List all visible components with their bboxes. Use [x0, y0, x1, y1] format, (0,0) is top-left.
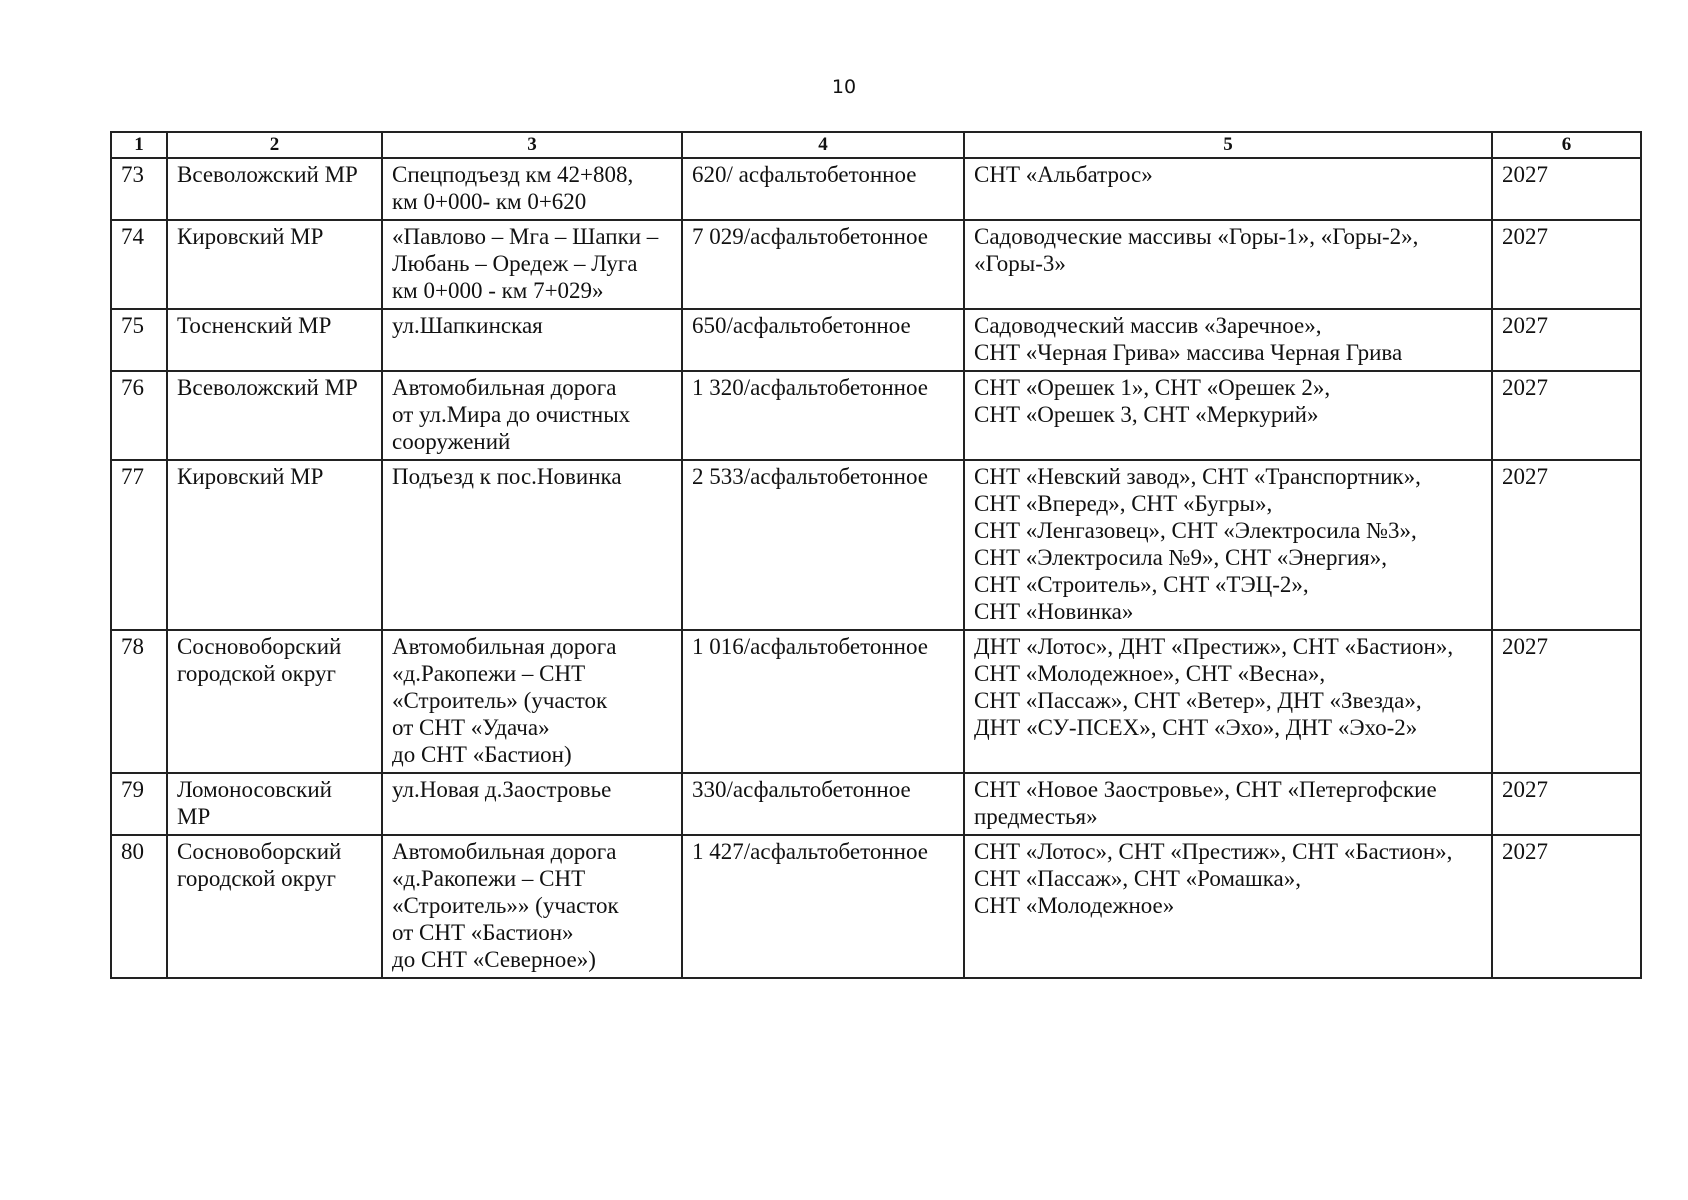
objects-cell-line: СНТ «Черная Грива» массива Черная Грива — [974, 340, 1403, 365]
road-cell — [382, 309, 682, 371]
table-row — [111, 460, 1641, 630]
road-cell-line: Автомобильная дорога — [392, 375, 617, 400]
district-cell — [167, 630, 382, 773]
road-cell — [382, 371, 682, 460]
objects-cell-line: СНТ «Вперед», СНТ «Бугры», — [974, 491, 1273, 516]
table-body — [111, 158, 1641, 978]
row-number-cell: 74 — [111, 220, 167, 309]
road-cell-line: Автомобильная дорога — [392, 634, 617, 659]
table-row — [111, 371, 1641, 460]
objects-cell-line: Садоводческий массив «Заречное», — [974, 313, 1322, 338]
road-cell-line: «д.Ракопежи – СНТ — [392, 866, 586, 891]
district-cell-line: Кировский МР — [177, 224, 324, 249]
table-row — [111, 773, 1641, 835]
road-table — [110, 131, 1642, 979]
year-cell: 2027 — [1492, 835, 1641, 978]
length-surface-cell: 7 029/асфальтобетонное — [682, 220, 964, 309]
objects-cell-line: СНТ «Молодежное» — [974, 893, 1175, 918]
objects-cell-line: «Горы-3» — [974, 251, 1066, 276]
district-cell-line: Сосновоборский — [177, 839, 342, 864]
district-cell — [167, 371, 382, 460]
column-header: 2 — [167, 132, 382, 158]
column-header: 4 — [682, 132, 964, 158]
length-surface-cell: 1 427/асфальтобетонное — [682, 835, 964, 978]
table-row — [111, 835, 1641, 978]
row-number-cell: 73 — [111, 158, 167, 220]
objects-cell-line: СНТ «Пассаж», СНТ «Ромашка», — [974, 866, 1301, 891]
length-surface-cell: 620/ асфальтобетонное — [682, 158, 964, 220]
row-number-cell: 78 — [111, 630, 167, 773]
road-cell-line: км 0+000- км 0+620 — [392, 189, 587, 214]
road-cell-line: Автомобильная дорога — [392, 839, 617, 864]
district-cell — [167, 835, 382, 978]
district-cell-line: Тосненский МР — [177, 313, 332, 338]
road-cell-line: «Строитель»» (участок — [392, 893, 619, 918]
row-number-cell: 76 — [111, 371, 167, 460]
year-cell: 2027 — [1492, 630, 1641, 773]
road-cell-line: сооружений — [392, 429, 511, 454]
district-cell-line: Ломоносовский — [177, 777, 332, 802]
year-cell: 2027 — [1492, 309, 1641, 371]
length-surface-cell: 2 533/асфальтобетонное — [682, 460, 964, 630]
objects-cell-line: СНТ «Орешек 1», СНТ «Орешек 2», — [974, 375, 1331, 400]
objects-cell-line: СНТ «Лотос», СНТ «Престиж», СНТ «Бастион», — [974, 839, 1453, 864]
objects-cell-line: предместья» — [974, 804, 1098, 829]
objects-cell-line: СНТ «Молодежное», СНТ «Весна», — [974, 661, 1326, 686]
district-cell-line: городской округ — [177, 866, 336, 891]
year-cell: 2027 — [1492, 158, 1641, 220]
road-cell-line: от ул.Мира до очистных — [392, 402, 631, 427]
row-number-cell: 75 — [111, 309, 167, 371]
district-cell-line: МР — [177, 804, 211, 829]
year-cell: 2027 — [1492, 371, 1641, 460]
district-cell — [167, 158, 382, 220]
objects-cell — [964, 158, 1492, 220]
road-cell-line: до СНТ «Бастион) — [392, 742, 572, 767]
year-cell: 2027 — [1492, 460, 1641, 630]
road-cell-line: до СНТ «Северное») — [392, 947, 596, 972]
header-row — [111, 132, 1641, 158]
road-cell-line: ул.Новая д.Заостровье — [392, 777, 612, 802]
row-number-cell: 77 — [111, 460, 167, 630]
objects-cell-line: ДНТ «СУ-ПСЕХ», СНТ «Эхо», ДНТ «Эхо-2» — [974, 715, 1418, 740]
objects-cell-line: СНТ «Новое Заостровье», СНТ «Петергофские — [974, 777, 1437, 802]
road-cell — [382, 158, 682, 220]
column-header: 3 — [382, 132, 682, 158]
objects-cell-line: СНТ «Новинка» — [974, 599, 1134, 624]
road-cell-line: от СНТ «Бастион» — [392, 920, 574, 945]
objects-cell-line: СНТ «Ленгазовец», СНТ «Электросила №3», — [974, 518, 1417, 543]
road-cell-line: «Строитель» (участок — [392, 688, 608, 713]
objects-cell-line: ДНТ «Лотос», ДНТ «Престиж», СНТ «Бастион», — [974, 634, 1454, 659]
length-surface-cell: 330/асфальтобетонное — [682, 773, 964, 835]
district-cell-line: Сосновоборский — [177, 634, 342, 659]
objects-cell — [964, 220, 1492, 309]
objects-cell-line: СНТ «Невский завод», СНТ «Транспортник», — [974, 464, 1421, 489]
length-surface-cell: 650/асфальтобетонное — [682, 309, 964, 371]
objects-cell — [964, 630, 1492, 773]
row-number-cell: 79 — [111, 773, 167, 835]
district-cell-line: Всеволожский МР — [177, 375, 358, 400]
road-cell-line: от СНТ «Удача» — [392, 715, 550, 740]
row-number-cell: 80 — [111, 835, 167, 978]
road-cell-line: Подъезд к пос.Новинка — [392, 464, 622, 489]
road-cell-line: Любань – Оредеж – Луга — [392, 251, 638, 276]
table-row — [111, 158, 1641, 220]
length-surface-cell: 1 016/асфальтобетонное — [682, 630, 964, 773]
road-cell — [382, 773, 682, 835]
objects-cell-line: СНТ «Орешек 3, СНТ «Меркурий» — [974, 402, 1319, 427]
column-header: 1 — [111, 132, 167, 158]
table-row — [111, 630, 1641, 773]
district-cell-line: Кировский МР — [177, 464, 324, 489]
road-cell-line: ул.Шапкинская — [392, 313, 543, 338]
page-number: 10 — [831, 76, 857, 98]
road-cell-line: км 0+000 - км 7+029» — [392, 278, 604, 303]
district-cell — [167, 773, 382, 835]
road-cell-line: «Павлово – Мга – Шапки – — [392, 224, 659, 249]
year-cell: 2027 — [1492, 773, 1641, 835]
year-cell: 2027 — [1492, 220, 1641, 309]
column-header: 5 — [964, 132, 1492, 158]
district-cell — [167, 460, 382, 630]
road-cell — [382, 630, 682, 773]
objects-cell-line: СНТ «Электросила №9», СНТ «Энергия», — [974, 545, 1388, 570]
objects-cell-line: СНТ «Пассаж», СНТ «Ветер», ДНТ «Звезда», — [974, 688, 1422, 713]
objects-cell-line: СНТ «Строитель», СНТ «ТЭЦ-2», — [974, 572, 1309, 597]
road-cell-line: «д.Ракопежи – СНТ — [392, 661, 586, 686]
objects-cell — [964, 835, 1492, 978]
road-cell — [382, 460, 682, 630]
length-surface-cell: 1 320/асфальтобетонное — [682, 371, 964, 460]
objects-cell-line: СНТ «Альбатрос» — [974, 162, 1153, 187]
objects-cell — [964, 371, 1492, 460]
district-cell-line: городской округ — [177, 661, 336, 686]
objects-cell-line: Садоводческие массивы «Горы-1», «Горы-2», — [974, 224, 1419, 249]
road-cell — [382, 220, 682, 309]
road-cell — [382, 835, 682, 978]
table-row — [111, 220, 1641, 309]
district-cell-line: Всеволожский МР — [177, 162, 358, 187]
table-row — [111, 309, 1641, 371]
objects-cell — [964, 309, 1492, 371]
road-cell-line: Спецподъезд км 42+808, — [392, 162, 634, 187]
objects-cell — [964, 773, 1492, 835]
column-header: 6 — [1492, 132, 1641, 158]
objects-cell — [964, 460, 1492, 630]
district-cell — [167, 309, 382, 371]
district-cell — [167, 220, 382, 309]
